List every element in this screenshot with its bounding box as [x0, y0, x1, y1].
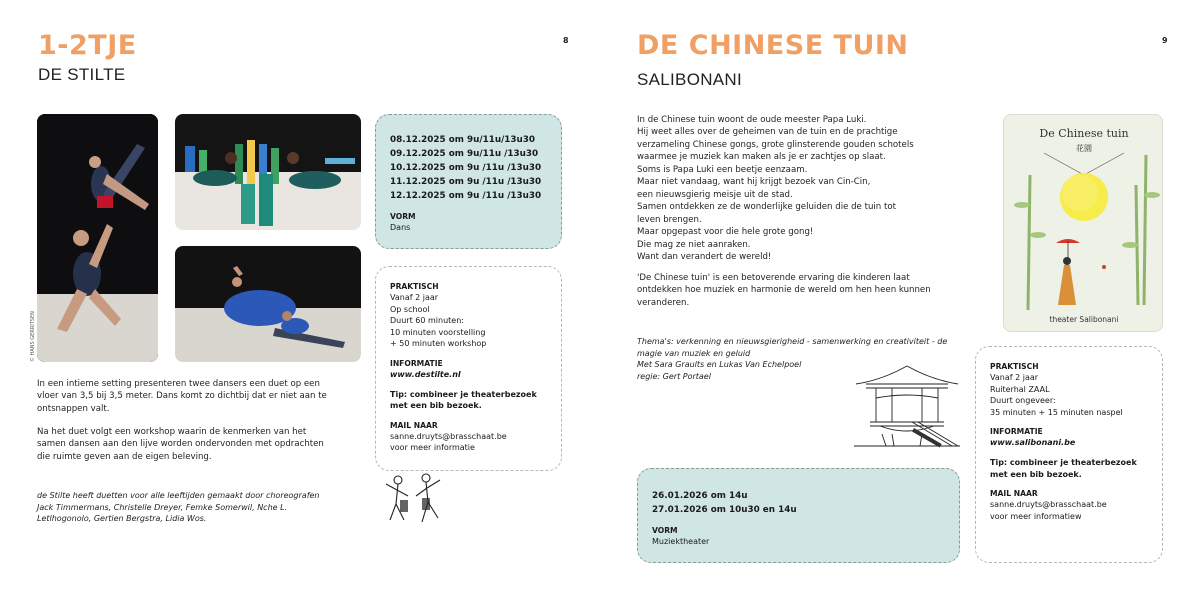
director-text: regie: Gert Portael — [637, 371, 711, 381]
date-line: 08.12.2025 om 9u/11u/13u30 — [390, 135, 536, 145]
show-poster — [1003, 114, 1163, 332]
praktisch-line: Vanaf 2 jaar — [990, 373, 1039, 382]
right-page — [600, 0, 1200, 600]
story-line: verzameling Chinese gongs, grote glinsterende gouden schotels — [637, 139, 914, 150]
page-title: DE CHINESE TUIN — [637, 30, 909, 61]
date-line: 09.12.2025 om 9u/11u /13u30 — [390, 149, 539, 160]
website-link[interactable]: www.salibonani.be — [990, 438, 1076, 448]
story-line: Maar niet vandaag, want hij krijgt bezoek van Cin-Cin, — [637, 177, 871, 188]
pavilion-sketch-icon — [852, 362, 962, 450]
story-line: In de Chinese tuin woont de oude meester Papa Luki. — [637, 115, 867, 125]
date-line: 12.12.2025 om 9u /11u /13u30 — [390, 191, 542, 202]
dates-card — [375, 114, 562, 249]
story-line: Hij weet alles over de geheimen van de tuin en de prachtige — [637, 127, 898, 138]
story-line: Maar opgepast voor die hele grote gong! — [637, 227, 814, 238]
praktisch-line: 10 minuten voorstelling — [390, 327, 486, 337]
email-link[interactable]: sanne.druyts@brasschaat.be — [390, 431, 507, 441]
dates-card — [637, 468, 960, 563]
date-line: 26.01.2026 om 14u — [652, 491, 748, 501]
story-line: een nieuwsgierig meisje uit de stad. — [637, 189, 793, 200]
tip-text: Tip: combineer je theaterbezoek met een bib bezoek. — [390, 389, 537, 411]
mail-note: voor meer informatiew — [990, 511, 1082, 521]
dates-list — [390, 133, 547, 203]
dance-photo-lift — [37, 114, 158, 362]
website-link[interactable]: www.destilte.nl — [390, 369, 461, 379]
page-title: 1-2TJE — [38, 30, 137, 61]
date-line: 27.01.2026 om 10u30 en 14u — [652, 505, 797, 516]
dance-photo-floor — [175, 246, 361, 362]
vorm-label: VORM — [652, 526, 678, 536]
story-line: waarmee je muziek kan maken als je er zachtjes op slaat. — [637, 152, 886, 163]
praktisch-line: + 50 minuten workshop — [390, 339, 487, 349]
workshop-paragraph: Na het duet volgt een workshop waarin de kenmerken van het samen dansen aan den lijve worden ondervonden met opdrachten die ruimte geven aan de eigen beleving. — [37, 427, 324, 462]
summary-paragraph: 'De Chinese tuin' is een betoverende ervaring die kinderen laat ontdekken hoe muziek en harmonie de wereld om hen heen kunnen veranderen. — [637, 273, 931, 308]
praktisch-line: Op school — [390, 304, 430, 314]
poster-chinese-characters: 花園 — [1076, 144, 1092, 153]
story-line: Want dan verandert de wereld! — [637, 251, 772, 262]
praktisch-label: PRAKTISCH — [390, 282, 439, 291]
practical-info-card — [975, 346, 1163, 563]
praktisch-line: Duurt ongeveer: — [990, 396, 1056, 406]
poster-title: De Chinese tuin — [1039, 127, 1129, 140]
vorm-value: Dans — [390, 223, 411, 233]
mail-label: MAIL NAAR — [990, 489, 1038, 499]
praktisch-label: PRAKTISCH — [990, 362, 1039, 371]
story-line: leven brengen. — [637, 214, 702, 225]
page-subtitle: SALIBONANI — [637, 70, 743, 89]
story-line: Samen ontdekken ze de wonderlijke geluiden die de tuin tot — [637, 202, 896, 213]
page-number: 8 — [563, 36, 569, 45]
vorm-value: Muziektheater — [652, 537, 710, 547]
informatie-label: INFORMATIE — [390, 358, 443, 368]
mail-note: voor meer informatie — [390, 443, 475, 453]
mail-label: MAIL NAAR — [390, 420, 438, 430]
email-link[interactable]: sanne.druyts@brasschaat.be — [990, 500, 1107, 510]
dancers-sketch-icon — [382, 470, 446, 540]
date-line: 11.12.2025 om 9u /11u /13u30 — [390, 177, 542, 188]
practical-info-card — [375, 266, 562, 471]
photo-credit: © HANS GERRITSEN — [30, 311, 36, 362]
tip-text: Tip: combineer je theaterbezoek met een bib bezoek. — [990, 457, 1137, 479]
informatie-label: INFORMATIE — [990, 427, 1043, 437]
praktisch-line: Vanaf 2 jaar — [390, 293, 439, 302]
dates-list — [652, 489, 945, 517]
intro-paragraph: In een intieme setting presenteren twee dansers een duet op een vloer van 3,5 bij 3,5 meter. Dans komt zo dichtbij dat er niet aan te ontsnappen valt. — [37, 379, 327, 414]
poster-footer: theater Salibonani — [1049, 315, 1119, 324]
cast-text: Met Sara Graults en Lukas Van Echelpoel — [637, 360, 802, 370]
dance-photo-blocks — [175, 114, 361, 230]
praktisch-line: Duurt 60 minuten: — [390, 316, 464, 326]
date-line: 10.12.2025 om 9u /11u /13u30 — [390, 163, 542, 174]
page-subtitle: DE STILTE — [38, 65, 126, 84]
praktisch-line: 35 minuten + 15 minuten naspel — [990, 407, 1123, 417]
story-line: Soms is Papa Luki een beetje eenzaam. — [637, 164, 808, 175]
story-paragraph — [637, 114, 967, 263]
story-line: Die mag ze niet aanraken. — [637, 239, 751, 250]
choreographers-note: de Stilte heeft duetten voor alle leeftijden gemaakt door choreografen Jack Timmermans, Christelle Dreyer, Femke Somerwil, Nche L. Letlhogonolo, Gertien Bergstra, Lidia Wos. — [37, 491, 320, 524]
themes-text: Thema's: verkenning en nieuwsgierigheid - samenwerking en creativiteit - de magie van muziek en geluid — [637, 337, 948, 358]
page-number: 9 — [1162, 36, 1168, 45]
praktisch-line: Ruiterhal ZAAL — [990, 384, 1050, 394]
vorm-label: VORM — [390, 212, 416, 222]
